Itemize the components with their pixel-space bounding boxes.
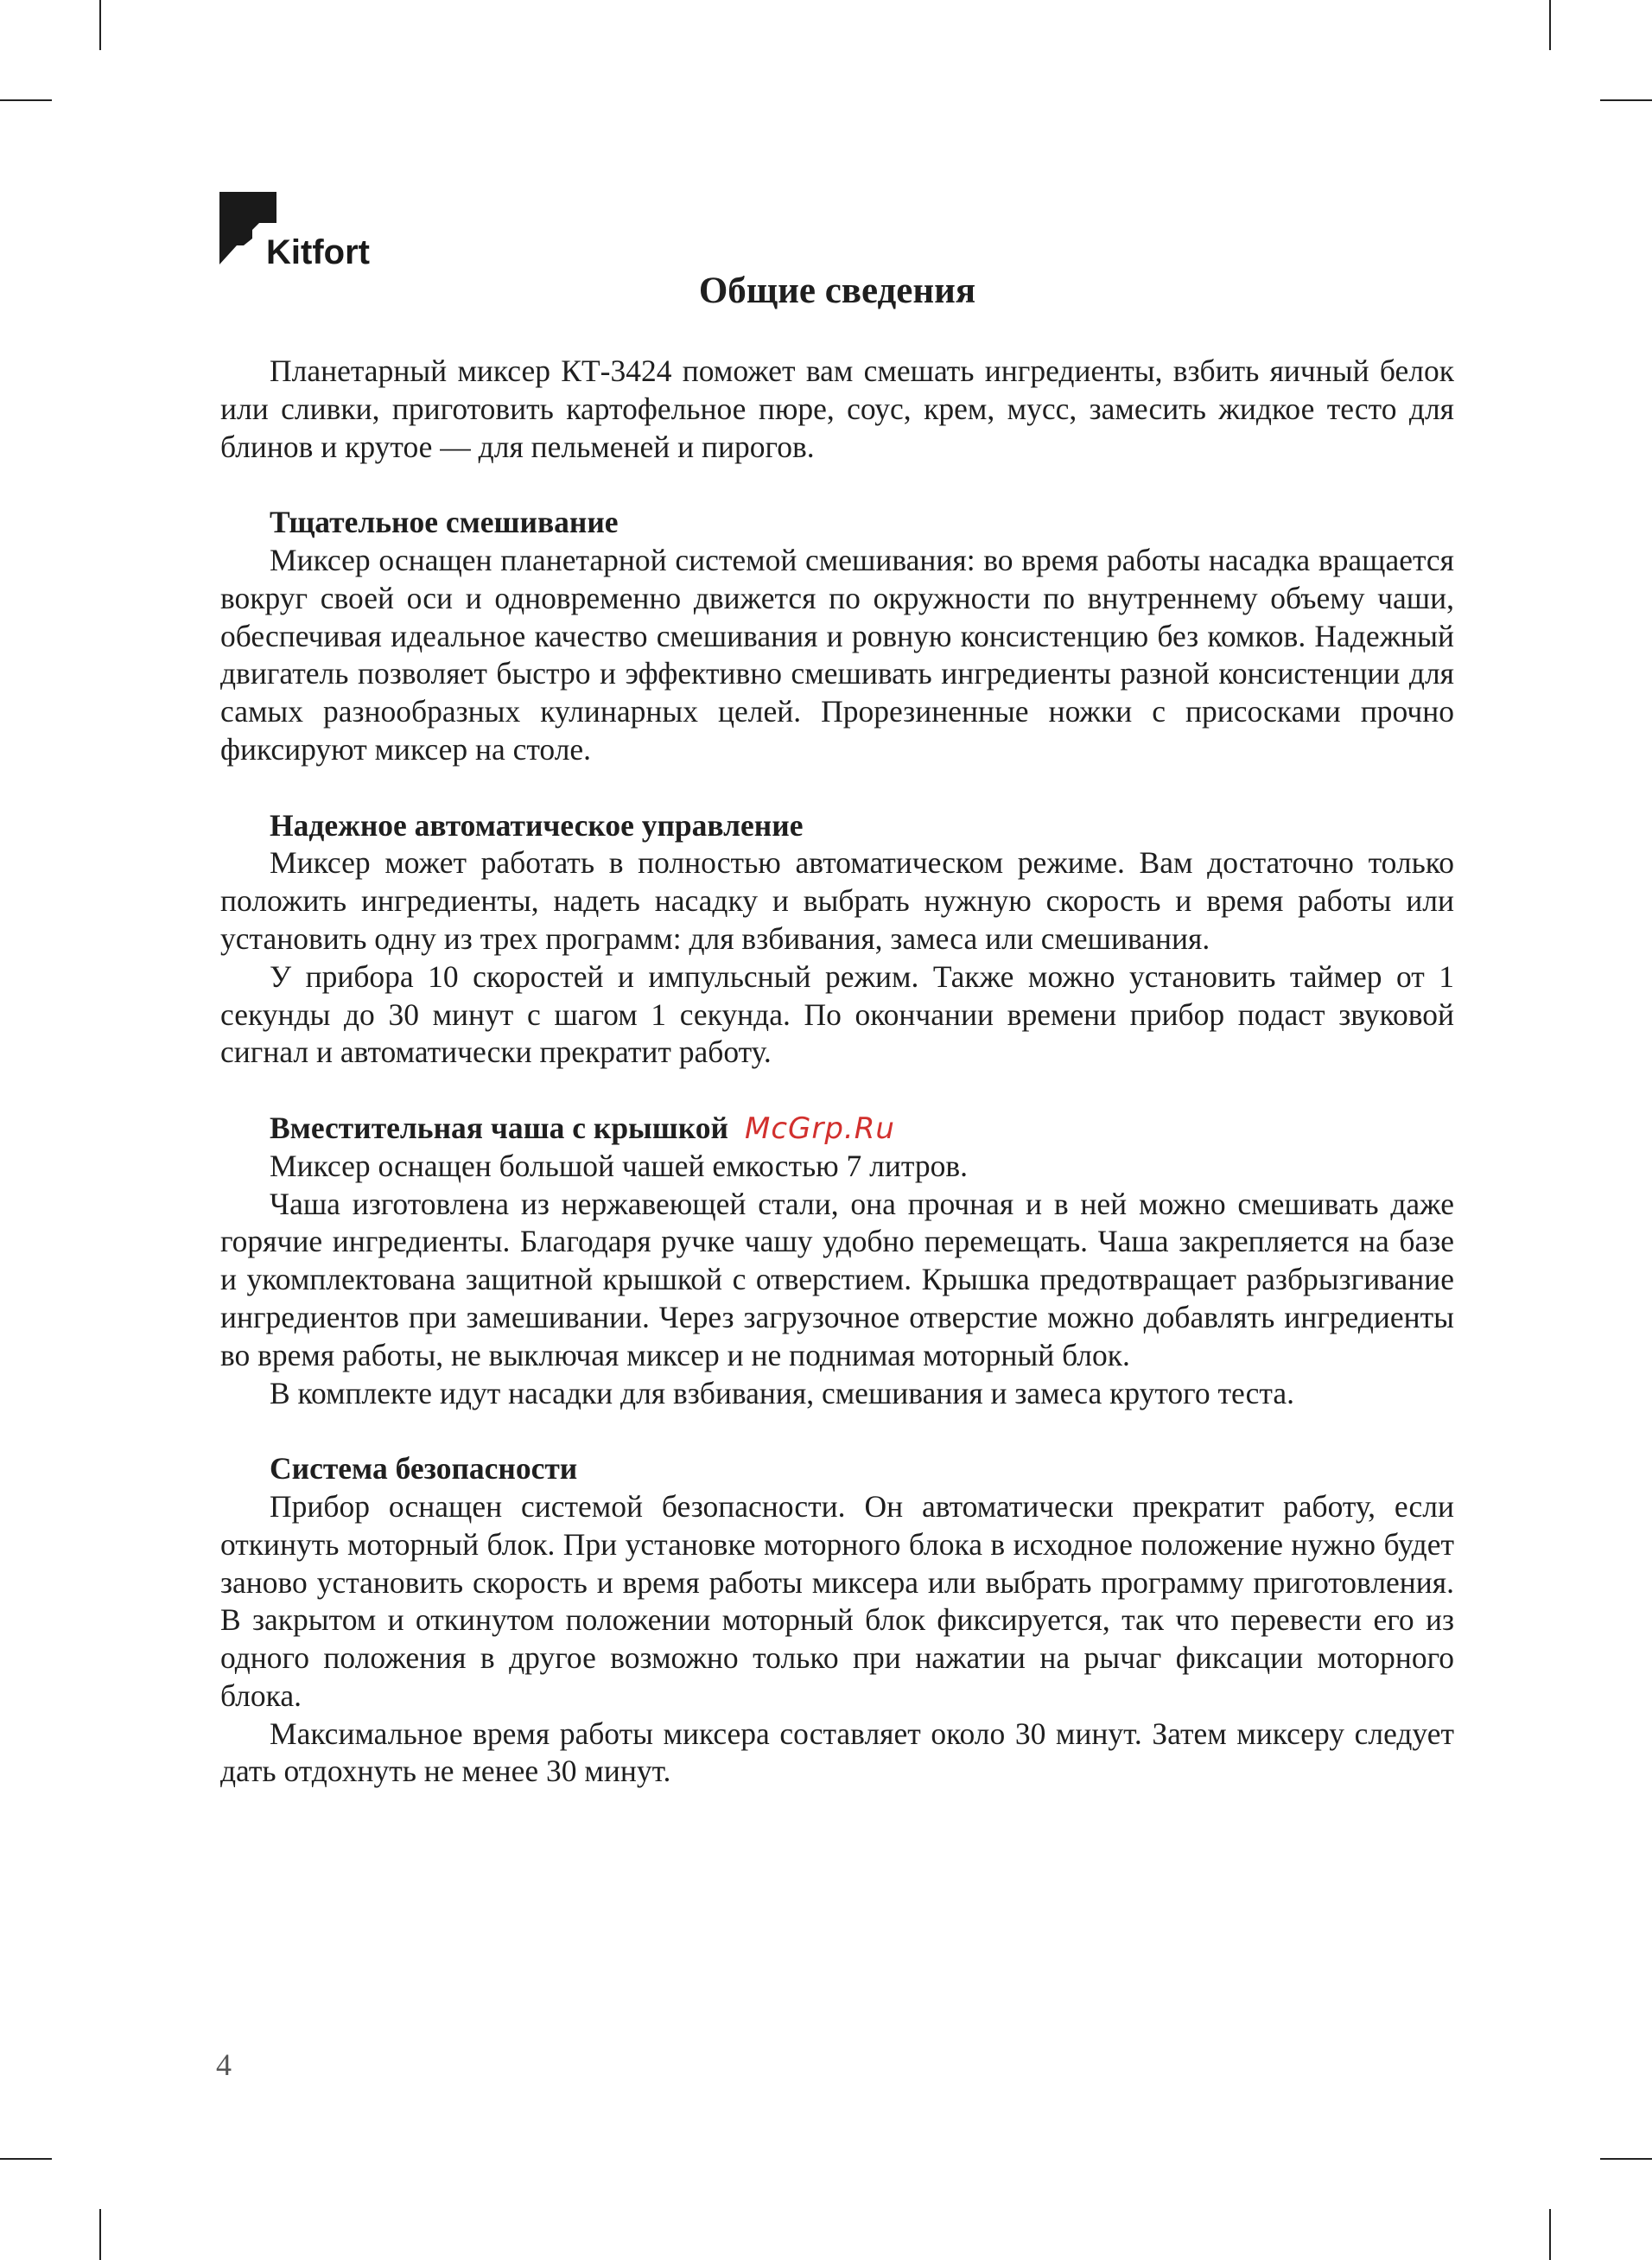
crop-mark-bottom-right-h	[1600, 2158, 1652, 2160]
crop-mark-bottom-left	[99, 2209, 101, 2260]
section-paragraph: Максимальное время работы миксера составляет около 30 минут. Затем миксеру следует дать отдохнуть не менее 30 минут.	[220, 1716, 1454, 1789]
crop-mark-top-left	[99, 0, 101, 50]
section-gap	[220, 769, 1454, 807]
section-heading-bowl: Вместительная чаша с крышкой	[270, 1110, 728, 1145]
section-gap	[220, 1412, 1454, 1450]
kitfort-logo	[218, 188, 391, 275]
section-paragraph: Миксер может работать в полностью автоматическом режиме. Вам достаточно только положить ингредиенты, надеть насадку и выбрать нужную скорость и время работы или установить одну из трех программ: для взбивания, замеса или смешивания.	[220, 845, 1454, 956]
section-gap	[220, 1072, 1454, 1110]
brand-name: Kitfort	[266, 233, 370, 271]
crop-mark-bottom-left-h	[0, 2158, 52, 2160]
crop-mark-top-right-h	[1600, 99, 1652, 101]
section-heading-mixing: Тщательное смешивание	[270, 505, 619, 540]
intro-paragraph: Планетарный миксер КТ-3424 поможет вам смешать ингредиенты, взбить яичный белок или сливки, приготовить картофельное пюре, соус, крем, мусс, замесить жидкое тесто для блинов и крутое — для пельменей и пирогов.	[220, 353, 1454, 464]
watermark-link[interactable]: McGrp.Ru	[745, 1111, 895, 1146]
section-paragraph: Миксер оснащен большой чашей емкостью 7 литров.	[270, 1148, 968, 1183]
section-heading-safety: Система безопасности	[270, 1451, 578, 1487]
section-paragraph: Чаша изготовлена из нержавеющей стали, она прочная и в ней можно смешивать даже горячие ингредиенты. Благодаря ручке чашу удобно перемещать. Чаша закрепляется на базе и укомплектована защитной крышкой с отверстием. Крышка предотвращает разбрызгивание ингредиентов при замешивании. Через загрузочное отверстие можно добавлять ингредиенты во время работы, не выключая миксер и не поднимая моторный блок.	[220, 1186, 1454, 1372]
crop-mark-top-left-h	[0, 99, 52, 101]
section-paragraph: Прибор оснащен системой безопасности. Он автоматически прекратит работу, если откинуть моторный блок. При установке моторного блока в исходное положение нужно будет заново установить скорость и время работы миксера или выбрать программу приготовления. В закрытом и откинутом положении моторный блок фиксируется, так что перевести его из одного положения в другое возможно только при нажатии на рычаг фиксации моторного блока.	[220, 1488, 1454, 1713]
page-title: Общие сведения	[698, 271, 976, 311]
section-heading-control: Надежное автоматическое управление	[270, 807, 804, 843]
document-body	[220, 353, 1454, 1791]
section-paragraph: У прибора 10 скоростей и импульсный режим. Также можно установить таймер от 1 секунды до 30 минут с шагом 1 секунда. По окончании времени прибор подаст звуковой сигнал и автоматически прекратит работу.	[220, 958, 1454, 1070]
section-paragraph: Миксер оснащен планетарной системой смешивания: во время работы насадка вращается вокруг своей оси и одновременно движется по окружности по внутреннему объему чаши, обеспечивая идеальное качество смешивания и ровную консистенцию без комков. Надежный двигатель позволяет быстро и эффективно смешивать ингредиенты разной консистенции для самых разнообразных кулинарных целей. Прорезиненные ножки с присосками прочно фиксируют миксер на столе.	[220, 542, 1454, 767]
crop-mark-top-right	[1549, 0, 1551, 50]
page-number: 4	[216, 2047, 232, 2082]
section-gap	[220, 466, 1454, 504]
crop-mark-bottom-right	[1549, 2209, 1551, 2260]
section-paragraph: В комплекте идут насадки для взбивания, смешивания и замеса крутого теста.	[270, 1375, 1294, 1410]
